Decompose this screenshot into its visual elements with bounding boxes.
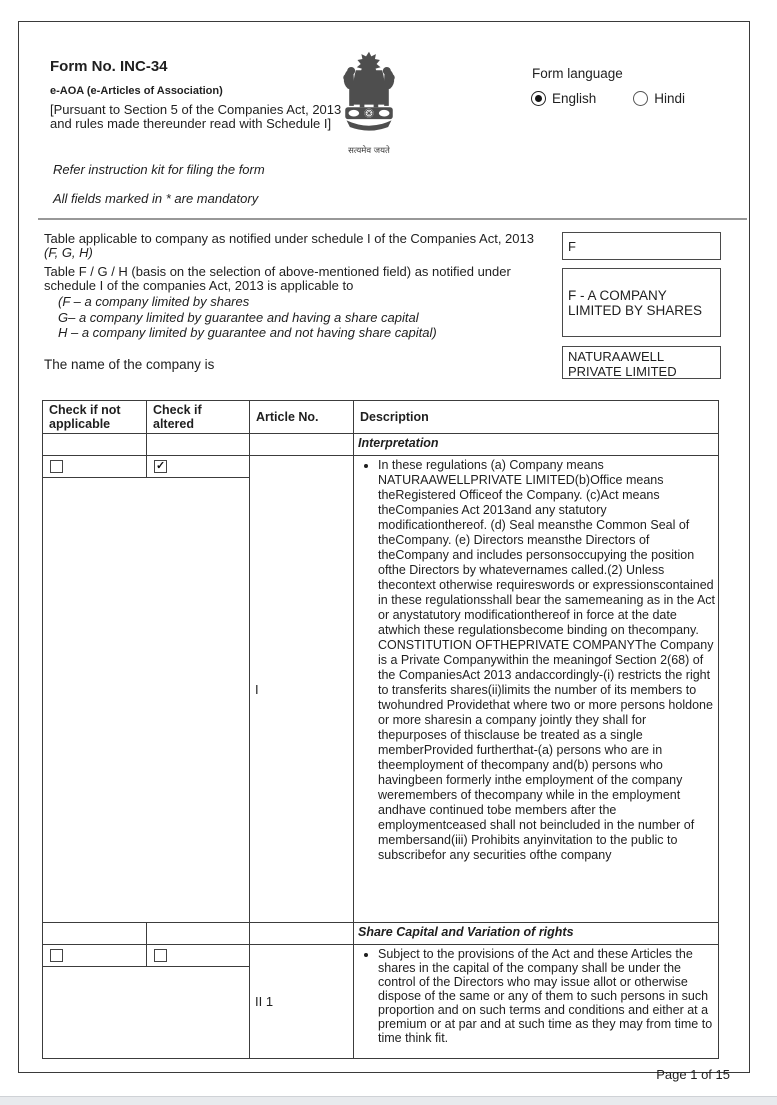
check-not-applicable-cell xyxy=(43,456,147,477)
article-description-text: • Subject to the provisions of the Act and these Articles the shares in the capital of the company shall be under the control of the Directors who may issue allot or otherwise dispose of the same or any of them to such persons in such proportion and on such terms and conditions and either at a premium or at par and at such time as they may from time to time think fit. xyxy=(378,947,715,1045)
radio-option-english[interactable] xyxy=(531,91,596,106)
india-national-emblem-icon xyxy=(334,50,404,156)
form-language-options xyxy=(531,91,685,106)
section-divider xyxy=(38,218,747,220)
column-header-check-not-applicable: Check if not applicable xyxy=(43,401,147,433)
article-description xyxy=(354,945,718,1058)
empty-cell xyxy=(147,434,250,455)
table-fgh-label xyxy=(44,265,559,341)
checkbox-strip xyxy=(43,456,249,478)
table-header-row xyxy=(43,401,718,434)
column-header-check-altered: Check if altered xyxy=(147,401,250,433)
table-row xyxy=(43,456,718,923)
article-number: I xyxy=(250,456,354,922)
check-not-applicable-cell xyxy=(43,945,147,966)
pursuant-text: [Pursuant to Section 5 of the Companies Act, 2013 and rules made thereunder read with Schedule I] xyxy=(50,102,342,131)
section-title: Share Capital and Variation of rights xyxy=(358,925,574,939)
empty-cell xyxy=(43,434,147,455)
company-name-field[interactable]: NATURAAWELL PRIVATE LIMITED xyxy=(562,346,721,379)
checkbox-strip xyxy=(43,945,249,967)
table-fgh-field-value: F - A COMPANY LIMITED BY SHARES xyxy=(568,287,703,318)
column-header-article-no: Article No. xyxy=(250,401,354,433)
section-row-share-capital xyxy=(43,923,718,945)
table-applicable-label-note: (F, G, H) xyxy=(44,245,93,260)
radio-english-label: English xyxy=(552,91,597,106)
column-header-description: Description xyxy=(360,410,429,424)
empty-cell xyxy=(250,923,354,944)
page-number: Page 1 of 15 xyxy=(656,1067,730,1082)
section-row-interpretation xyxy=(43,434,718,456)
table-fgh-label-text: Table F / G / H (basis on the selection of above-mentioned field) as notified under schedule I of the companies Act, 2013 is applicable to xyxy=(44,264,511,293)
empty-cell xyxy=(147,923,250,944)
table-fgh-note-g: G– a company limited by guarantee and having a share capital xyxy=(58,309,419,325)
radio-hindi[interactable] xyxy=(633,91,648,106)
table-applicable-field[interactable]: F xyxy=(562,232,721,260)
radio-hindi-label: Hindi xyxy=(654,91,686,106)
table-fgh-field[interactable] xyxy=(562,268,721,337)
article-description xyxy=(354,456,718,922)
article-number: II 1 xyxy=(250,945,354,1058)
form-type-subtitle: e-AOA (e-Articles of Association) xyxy=(50,85,223,97)
table-applicable-label-text: Table applicable to company as notified under schedule I of the Companies Act, 2013 xyxy=(44,231,534,246)
table-row xyxy=(43,945,718,1058)
bottom-background-strip xyxy=(0,1096,777,1105)
checkbox-not-applicable[interactable] xyxy=(50,460,63,473)
table-fgh-notes xyxy=(58,294,559,341)
checkbox-altered[interactable] xyxy=(154,460,167,473)
checkboxes-area xyxy=(43,945,250,1058)
emblem-caption: सत्यमेव जयते xyxy=(348,146,390,156)
check-altered-cell xyxy=(147,945,249,966)
empty-cell xyxy=(250,434,354,455)
empty-cell xyxy=(43,923,147,944)
checkboxes-area xyxy=(43,456,250,922)
table-applicable-label xyxy=(44,232,559,260)
article-description-text: • In these regulations (a) Company means NATURAAWELLPRIVATE LIMITED(b)Office means theRegistered Officeof the Company. (c)Act means theCompanies Act 2013and any statutory modificationthereof. (d) Seal meansthe Common Seal of theCompany. (e) Directors meansthe Directors of theCompany and includes personsoccupying the position ofthe Directors by whatevernames called.(2) Unless thecontext otherwise requireswords or expressionscontained in these regulationsshall bear the samemeaning as in the Act or anystatutory modificationthereof in force at the date atwhich these regulationsbecome binding on thecompany. CONSTITUTION OFTHEPRIVATE COMPANYThe Company is a Private Companywithin the meaningof Section 2(68) of the CompaniesAct 2013 andaccordingly-(i) restricts the right to transferits shares(ii)limits the number of its members to twohundred Providethat where two or more persons holdone or more sharesin a company jointly they shall for thepurposes of thisclause be treated as a single memberProvided furtherthat-(a) persons who are in theemployment of thecompany and(b) persons who havingbeen formerly inthe employment of the company weremembers of thecompany while in the employment andhave continued tobe members after the employmentceased shall not beincluded in the number of membersand(iii) Prohibits anyinvitation to the public to subscribefor any securities ofthe company xyxy=(378,458,715,863)
form-page xyxy=(18,21,750,1073)
emblem-graphic xyxy=(336,50,402,142)
articles-table xyxy=(42,400,719,1059)
company-name-label: The name of the company is xyxy=(44,357,215,372)
radio-option-hindi[interactable] xyxy=(633,91,685,106)
table-fgh-note-f: (F – a company limited by shares xyxy=(58,294,250,309)
checkbox-not-applicable[interactable] xyxy=(50,949,63,962)
refer-instruction-note: Refer instruction kit for filing the form xyxy=(53,162,265,177)
mandatory-fields-note: All fields marked in * are mandatory xyxy=(53,191,259,206)
form-number-title: Form No. INC-34 xyxy=(50,58,168,75)
section-title: Interpretation xyxy=(358,436,439,450)
table-fgh-note-h: H – a company limited by guarantee and not having share capital) xyxy=(58,325,437,340)
check-altered-cell xyxy=(147,456,249,477)
form-language-label: Form language xyxy=(532,66,623,81)
radio-english[interactable] xyxy=(531,91,546,106)
checkbox-altered[interactable] xyxy=(154,949,167,962)
